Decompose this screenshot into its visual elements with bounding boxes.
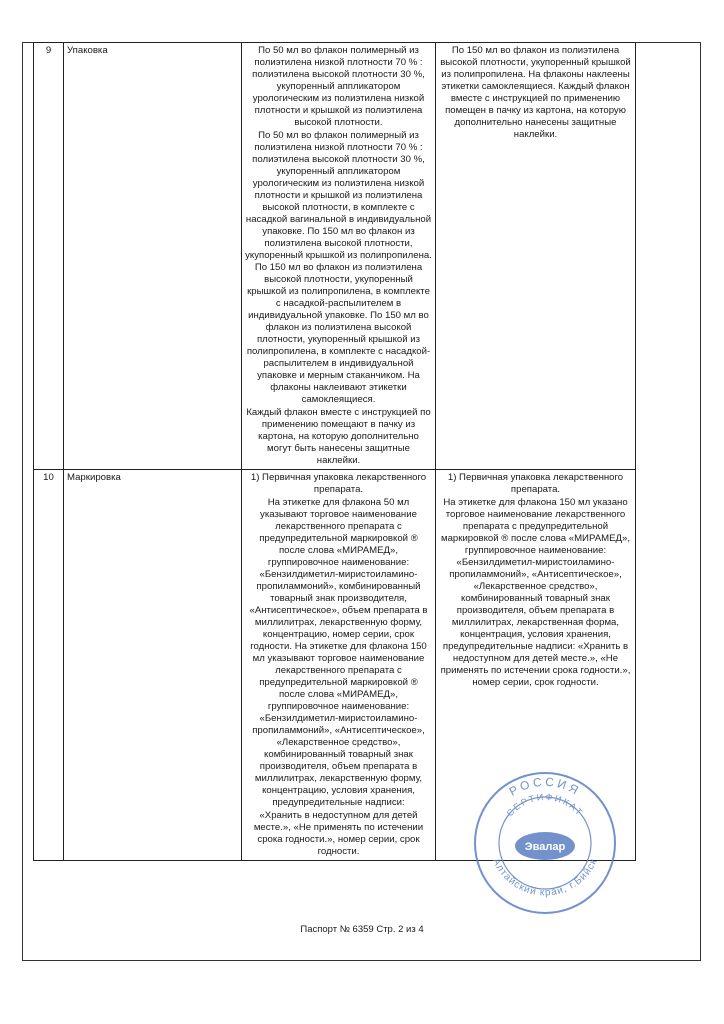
spec-cell: [242, 470, 436, 861]
row-title: Маркировка: [64, 470, 242, 861]
stamp-bottom-text: Алтайский край, г.Бийск: [490, 856, 600, 899]
spec-paragraph: По 50 мл во флакон полимерный из полиэтилена низкой плотности 70 % : полиэтилена высокой плотности 30 %, укупоренный аппликатором урологическим из полиэтилена низкой плотности и крышкой из полиэтилена высокой плотности, в комплекте с насадкой вагинальной в индивидуальной упаковке. По 150 мл во флакон из полиэтилена высокой плотности, укупоренный крышкой из полипропилена. По 150 мл во флакон из полиэтилена высокой плотности, укупоренный крышкой из полипропилена, в комплекте с насадкой-распылителем в индивидуальной упаковке. По 150 мл во флакон из полиэтилена высокой плотности, укупоренный крышкой из полипропилена, в комплекте с насадкой-распылителем в индивидуальной упаковке и мерным стаканчиком. На флаконы наклеивают этикетки самоклеящиеся.: [245, 130, 432, 405]
stamp-logo-text: Эвалар: [524, 841, 566, 853]
row-number: 10: [34, 470, 64, 861]
spec-cell: [242, 43, 436, 470]
actual-paragraph: По 150 мл во флакон из полиэтилена высокой плотности, укупоренный крышкой из полипропилена. На флаконы наклеены этикетки самоклеящиеся. Каждый флакон вместе с инструкцией по применению помещен в пачку из картона, на которую дополнительно нанесены защитные наклейки.: [440, 45, 631, 140]
spec-paragraph: 1) Первичная упаковка лекарственного препарата.: [250, 472, 427, 495]
spec-paragraph: На этикетке для флакона 50 мл указывают торговое наименование лекарственного препарата с предупредительной маркировкой ® после слова «МИРАМЕД», группировочное наименование: «Бензилдиметил-миристоиламино-пропиламмоний», комбинированный товарный знак производителя, «Антисептическое», объем препарата в миллилитрах, лекарственную форму, концентрацию, номер серии, срок годности. На этикетке для флакона 150 мл указывают торговое наименование лекарственного препарата с предупредительной маркировкой ® после слова «МИРАМЕД», группировочное наименование: «Бензилдиметил-миристоиламино-пропиламмоний», «Антисептическое», «Лекарственное средство», комбинированный товарный знак производителя, объем препарата в миллилитрах, лекарственную форму, концентрацию, условия хранения, предупредительные надписи:: [249, 497, 428, 808]
spec-paragraph: Каждый флакон вместе с инструкцией по применению помещают в пачку из картона, на которую дополнительно могут быть нанесены защитные наклейки.: [246, 407, 431, 466]
table-row: [34, 43, 636, 470]
stamp-ring-text: СЕРТИФИКАТ: [504, 791, 586, 819]
stamp-top-text: РОССИЯ: [506, 774, 584, 799]
actual-paragraph: На этикетке для флакона 150 мл указано торговое наименование лекарственного препарата с предупредительной маркировкой ® после слова «МИРАМЕД», группировочное наименование: «Бензилдиметил-миристоиламино-пропиламмоний», «Антисептическое», «Лекарственное средство», комбинированный товарный знак производителя, объем препарата в миллилитрах, лекарственная форма, концентрация, условия хранения, предупредительные надписи: «Хранить в недоступном для детей месте.», «Не применять по истечении срока годности.», номер серии, срок годности.: [440, 497, 631, 688]
certification-stamp: [470, 768, 620, 918]
page-footer: Паспорт № 6359 Стр. 2 из 4: [300, 924, 424, 935]
passport-table: [33, 42, 636, 861]
row-title: Упаковка: [64, 43, 242, 470]
actual-cell: [436, 43, 636, 470]
spec-paragraph: «Хранить в недоступном для детей месте.», «Не применять по истечении срока годности.», номер серии, срок годности.: [253, 810, 424, 857]
actual-paragraph: 1) Первичная упаковка лекарственного препарата.: [447, 472, 624, 495]
row-number: 9: [34, 43, 64, 470]
spec-paragraph: По 50 мл во флакон полимерный из полиэтилена низкой плотности 70 % : полиэтилена высокой плотности 30 %, укупоренный аппликатором урологическим из полиэтилена низкой плотности и крышкой из полиэтилена высокой плотности.: [252, 45, 425, 128]
